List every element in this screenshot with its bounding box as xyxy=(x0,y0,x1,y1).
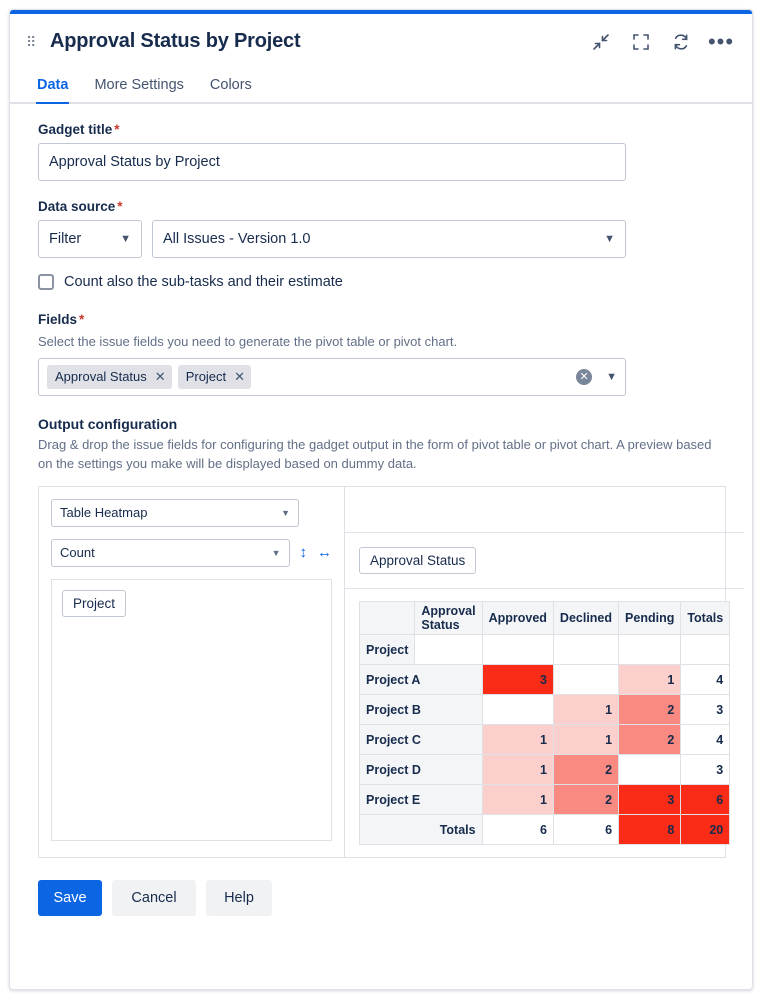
pivot-cell-2-3: 4 xyxy=(681,725,730,755)
column-fields-dropzone[interactable] xyxy=(345,533,744,589)
measure-row xyxy=(51,539,332,567)
pivot-cell-2-2: 2 xyxy=(619,725,681,755)
pivot-col-pending: Pending xyxy=(619,601,681,635)
pivot-cell-3-0: 1 xyxy=(482,755,553,785)
pivot-cell-2-0: 1 xyxy=(482,725,553,755)
remove-token-icon-2[interactable]: ✕ xyxy=(234,368,246,384)
field-token-project[interactable] xyxy=(178,365,251,389)
expand-icon[interactable] xyxy=(630,31,652,53)
swap-horizontal-icon[interactable]: ↔ xyxy=(317,544,332,562)
pivot-total-3: 20 xyxy=(681,815,730,845)
clear-all-icon[interactable]: ✕ xyxy=(576,369,592,385)
data-source-label-text: Data source xyxy=(38,199,116,214)
pivot-cell-4-3: 6 xyxy=(681,785,730,815)
pivot-cell-2-1: 1 xyxy=(553,725,618,755)
pivot-blank-cell-2 xyxy=(482,635,553,665)
gadget-title-label xyxy=(38,122,724,137)
fields-label xyxy=(38,312,724,327)
pivot-cell-1-1: 1 xyxy=(553,695,618,725)
help-button[interactable]: Help xyxy=(206,880,272,916)
pivot-cell-4-0: 1 xyxy=(482,785,553,815)
measure-value: Count xyxy=(60,545,95,561)
pivot-cell-4-1: 2 xyxy=(553,785,618,815)
data-source-type-select[interactable] xyxy=(38,220,142,258)
output-left-column xyxy=(39,487,345,858)
view-type-select[interactable] xyxy=(51,499,299,527)
pivot-cell-3-2 xyxy=(619,755,681,785)
output-configuration-title: Output configuration xyxy=(38,415,178,432)
table-header-row xyxy=(360,601,730,635)
pivot-col-approved: Approved xyxy=(482,601,553,635)
swap-vertical-icon[interactable]: ↕ xyxy=(299,544,307,562)
column-field-chip-approval-status[interactable]: Approval Status xyxy=(359,547,476,574)
table-row xyxy=(360,755,730,785)
window-header xyxy=(10,14,752,63)
output-configuration-panel xyxy=(38,486,726,859)
pivot-totals-label: Totals xyxy=(360,815,483,845)
form-content xyxy=(10,104,752,858)
pivot-blank-cell-3 xyxy=(553,635,618,665)
pivot-preview xyxy=(345,589,744,858)
pivot-row-label-1: Project B xyxy=(360,695,483,725)
collapse-icon[interactable] xyxy=(590,31,612,53)
chevron-down-icon-4: ▼ xyxy=(281,507,290,518)
tab-colors[interactable]: Colors xyxy=(209,77,252,93)
view-type-value: Table Heatmap xyxy=(60,505,148,521)
pivot-cell-0-3: 4 xyxy=(681,665,730,695)
output-right-column xyxy=(345,487,744,858)
page-title: Approval Status by Project xyxy=(50,30,301,52)
pivot-cell-4-2: 3 xyxy=(619,785,681,815)
pivot-blank-cell-4 xyxy=(619,635,681,665)
gadget-configuration-window xyxy=(9,9,753,990)
gadget-title-input[interactable] xyxy=(38,143,626,181)
data-source-label xyxy=(38,199,724,214)
chevron-down-icon-2: ▼ xyxy=(604,233,615,245)
pivot-table xyxy=(359,601,730,846)
pivot-row-label-0: Project A xyxy=(360,665,483,695)
pivot-cell-3-3: 3 xyxy=(681,755,730,785)
chevron-down-icon-3[interactable]: ▼ xyxy=(606,370,617,383)
subtask-checkbox-label: Count also the sub-tasks and their estimate xyxy=(64,274,343,290)
required-asterisk-2: * xyxy=(117,199,123,214)
required-asterisk-3: * xyxy=(79,312,85,327)
chevron-down-icon: ▼ xyxy=(120,233,131,245)
pivot-cell-3-1: 2 xyxy=(553,755,618,785)
fields-token-input[interactable] xyxy=(38,358,626,396)
row-fields-dropzone[interactable] xyxy=(51,579,332,841)
column-header-spacer xyxy=(345,487,744,533)
table-totals-row xyxy=(360,815,730,845)
save-button[interactable]: Save xyxy=(38,880,102,916)
gadget-title-label-text: Gadget title xyxy=(38,122,113,137)
measure-select[interactable] xyxy=(51,539,290,567)
row-field-chip-project[interactable]: Project xyxy=(62,590,126,617)
pivot-cell-1-0 xyxy=(482,695,553,725)
data-source-row xyxy=(38,220,724,258)
field-token-approval-status[interactable] xyxy=(47,365,172,389)
data-source-type-value: Filter xyxy=(49,231,82,247)
pivot-cell-1-3: 3 xyxy=(681,695,730,725)
pivot-cell-0-1 xyxy=(553,665,618,695)
cancel-button[interactable]: Cancel xyxy=(112,880,196,916)
pivot-col-totals: Totals xyxy=(681,601,730,635)
pivot-cell-0-0: 3 xyxy=(482,665,553,695)
fields-label-text: Fields xyxy=(38,312,78,327)
table-row xyxy=(360,665,730,695)
pivot-row-label-4: Project E xyxy=(360,785,483,815)
table-row xyxy=(360,785,730,815)
drag-handle-icon[interactable]: ⠿ xyxy=(26,33,37,50)
data-source-value: All Issues - Version 1.0 xyxy=(163,231,311,247)
field-token-label-1: Approval Status xyxy=(55,369,147,385)
subtask-checkbox[interactable] xyxy=(38,274,54,290)
more-options-icon[interactable]: ••• xyxy=(707,28,735,54)
pivot-blank-cell xyxy=(415,635,482,665)
field-token-label-2: Project xyxy=(185,369,227,385)
pivot-row-label-3: Project D xyxy=(360,755,483,785)
output-configuration-description: Drag & drop the issue fields for configuring the gadget output in the form of pivot table or pivot chart. A preview based on the settings you make will be displayed based on dummy data. xyxy=(38,436,712,471)
pivot-corner-cell xyxy=(360,601,415,635)
tab-bar xyxy=(10,69,752,104)
required-asterisk: * xyxy=(114,122,120,137)
pivot-total-0: 6 xyxy=(482,815,553,845)
header-icon-group xyxy=(590,28,735,54)
pivot-row-dimension-label: Project xyxy=(360,635,415,665)
pivot-total-1: 6 xyxy=(553,815,618,845)
remove-token-icon-1[interactable]: ✕ xyxy=(154,368,166,384)
pivot-blank-cell-5 xyxy=(681,635,730,665)
tab-more-settings[interactable]: More Settings xyxy=(94,77,184,93)
data-source-value-select[interactable] xyxy=(152,220,626,258)
pivot-cell-1-2: 2 xyxy=(619,695,681,725)
pivot-column-dimension-label: Approval Status xyxy=(415,601,482,635)
fields-helper-text: Select the issue fields you need to generate the pivot table or pivot chart. xyxy=(38,334,458,349)
table-row-dimension xyxy=(360,635,730,665)
subtask-checkbox-row[interactable] xyxy=(38,274,724,290)
refresh-icon[interactable] xyxy=(670,31,692,53)
pivot-total-2: 8 xyxy=(619,815,681,845)
table-row xyxy=(360,695,730,725)
pivot-cell-0-2: 1 xyxy=(619,665,681,695)
tab-data[interactable]: Data xyxy=(36,71,69,104)
pivot-col-declined: Declined xyxy=(553,601,618,635)
footer-actions xyxy=(10,858,752,916)
table-row xyxy=(360,725,730,755)
chevron-down-icon-5: ▼ xyxy=(271,547,281,558)
pivot-row-label-2: Project C xyxy=(360,725,483,755)
